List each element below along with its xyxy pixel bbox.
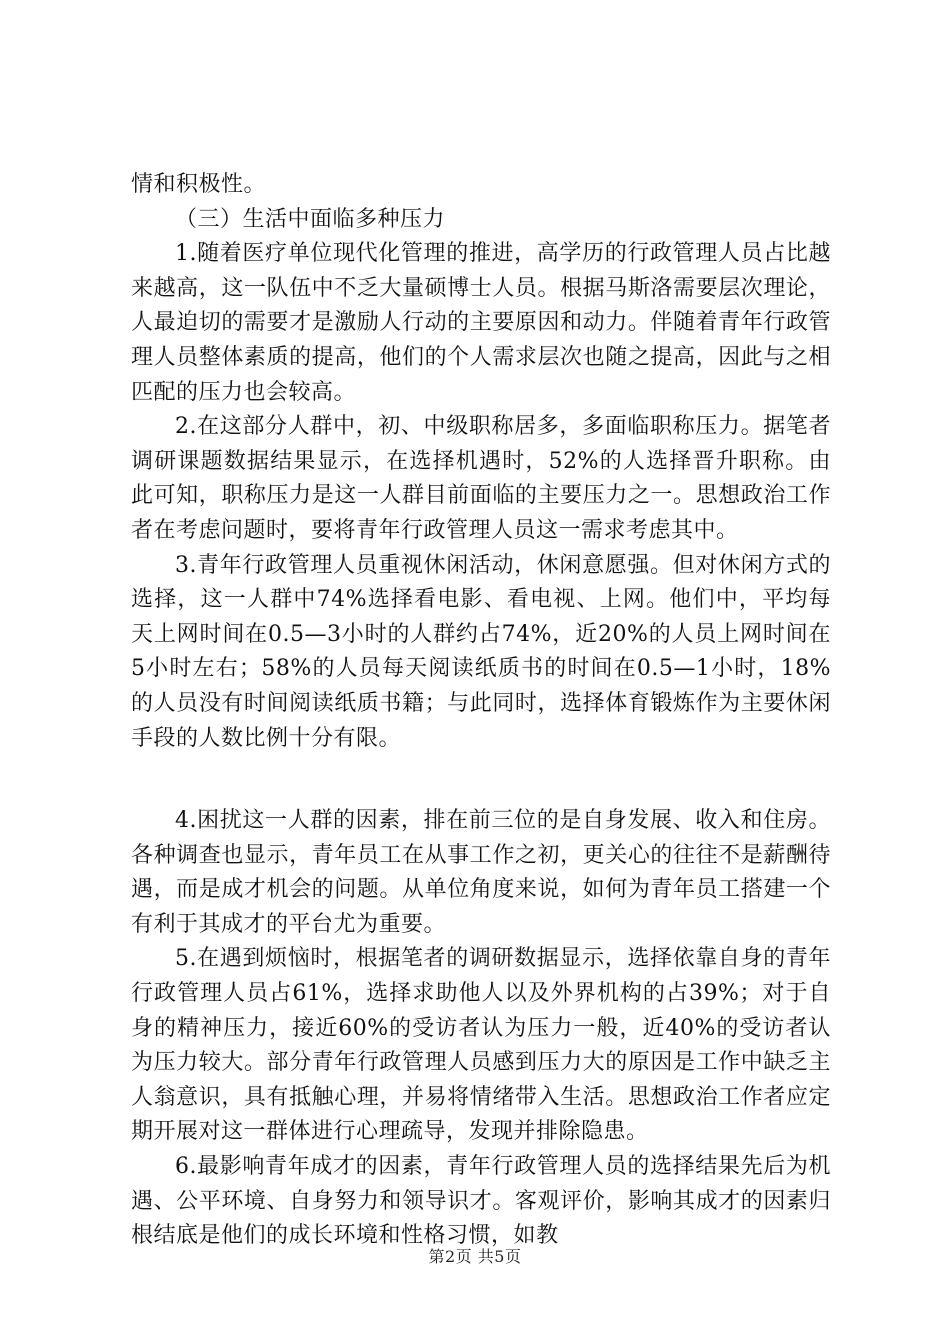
paragraph: 1.随着医疗单位现代化管理的推进，高学历的行政管理人员占比越来越高，这一队伍中不乏大量硕博士人员。根据马斯洛需要层次理论，人最迫切的需要才是激励人行动的主要原因和动力。伴随着青年行政管理人员整体素质的提高，他们的个人需求层次也随之提高，因此与之相匹配的压力也会较高。 (131, 241, 831, 405)
paragraph: 6.最影响青年成才的因素，青年行政管理人员的选择结果先后为机遇、公平环境、自身努力和领导识才。客观评价，影响其成才的因素归根结底是他们的成长环境和性格习惯，如教 (131, 1154, 831, 1249)
paragraph-gap (131, 756, 831, 804)
paragraph: （三）生活中面临多种压力 (175, 206, 446, 232)
page-footer: 第2页 共5页 (428, 1247, 522, 1266)
text-block-upper (131, 168, 831, 756)
paragraph: 2.在这部分人群中，初、中级职称居多，多面临职称压力。据笔者调研课题数据结果显示，在选择机遇时，52%的人选择晋升职称。由此可知，职称压力是这一人群目前面临的主要压力之一。思想政治工作者在考虑问题时，要将青年行政管理人员这一需求考虑其中。 (131, 414, 831, 543)
paragraph: 情和积极性。 (131, 172, 267, 197)
body-text (131, 168, 831, 1254)
text-block-lower (131, 804, 831, 1254)
paragraph: 5.在遇到烦恼时，根据笔者的调研数据显示，选择依靠自身的青年行政管理人员占61%，选择求助他人以及外界机构的占39%；对于自身的精神压力，接近60%的受访者认为压力一般，近40%的受访者认为压力较大。部分青年行政管理人员感到压力大的原因是工作中缺乏主人翁意识，具有抵触心理，并易将情绪带入生活。思想政治工作者应定期开展对这一群体进行心理疏导，发现并排除隐患。 (131, 946, 831, 1145)
paragraph: 3.青年行政管理人员重视休闲活动，休闲意愿强。但对休闲方式的选择，这一人群中74%选择看电影、看电视、上网。他们中，平均每天上网时间在0.5—3小时的人群约占74%，近20%的人员上网时间在5小时左右；58%的人员每天阅读纸质书的时间在0.5—1小时，18%的人员没有时间阅读纸质书籍；与此同时，选择体育锻炼作为主要休闲手段的人数比例十分有限。 (131, 552, 831, 751)
paragraph: 4.困扰这一人群的因素，排在前三位的是自身发展、收入和住房。各种调查也显示，青年员工在从事工作之初，更关心的往往不是薪酬待遇，而是成才机会的问题。从单位角度来说，如何为青年员工搭建一个有利于其成才的平台尤为重要。 (131, 808, 831, 937)
